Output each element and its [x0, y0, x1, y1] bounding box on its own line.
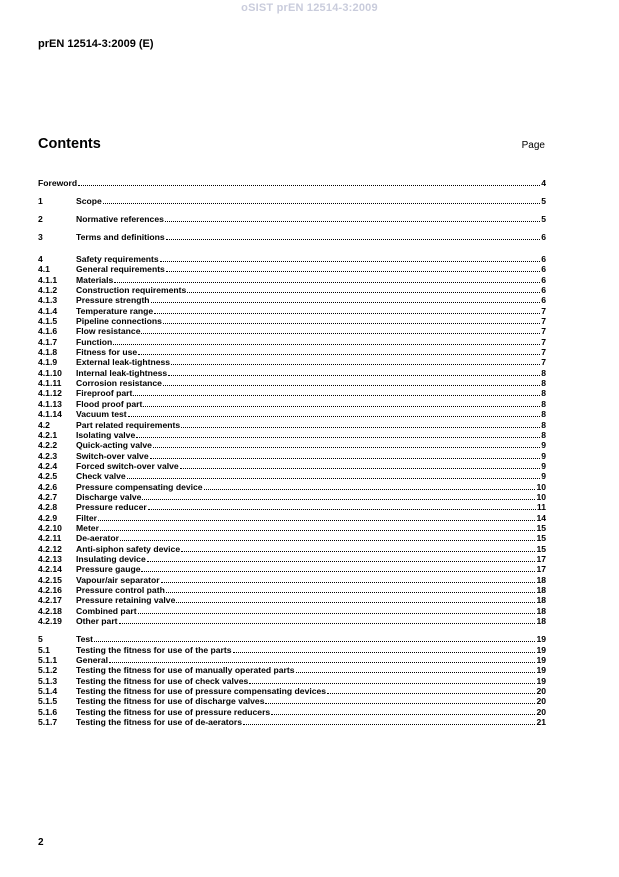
toc-entry-number: 4.2.1 — [38, 429, 58, 440]
toc-entry[interactable] — [38, 564, 546, 574]
toc-entry-title: Vapour/air separator — [76, 574, 160, 585]
toc-entry-number: 5.1.5 — [38, 696, 58, 707]
toc-entry-page: 14 — [536, 512, 546, 523]
toc-leader-dots — [119, 616, 536, 624]
toc-entry-page: 9 — [541, 440, 546, 451]
toc-entry-title: Pressure strength — [76, 295, 150, 306]
toc-entry-page: 6 — [541, 232, 546, 242]
toc-entry-page: 4 — [541, 178, 546, 188]
toc-entry-page: 8 — [541, 388, 546, 399]
toc-entry[interactable] — [38, 676, 546, 686]
toc-entry-title: Pressure retaining valve — [76, 595, 176, 606]
toc-leader-dots — [165, 214, 540, 222]
toc-entry-title: Pressure gauge — [76, 564, 141, 575]
toc-entry[interactable] — [38, 544, 546, 554]
toc-leader-dots — [142, 492, 535, 500]
toc-leader-dots — [176, 595, 535, 603]
toc-leader-dots — [163, 378, 540, 386]
toc-entry-number: 4.1.14 — [38, 409, 62, 420]
toc-entry[interactable] — [38, 707, 546, 717]
toc-entry-number: 1 — [38, 196, 43, 206]
toc-entry[interactable] — [38, 585, 546, 595]
toc-entry-number: 5.1.3 — [38, 675, 58, 686]
toc-entry-number: 4.2.19 — [38, 616, 62, 627]
toc-entry[interactable] — [38, 326, 546, 336]
toc-leader-dots — [160, 254, 541, 262]
toc-entry-title: External leak-tightness — [76, 357, 171, 368]
toc-entry-page: 5 — [541, 196, 546, 206]
toc-entry-title: Testing the fitness for use of the parts — [76, 644, 232, 655]
toc-leader-dots — [153, 440, 540, 448]
toc-leader-dots — [150, 451, 541, 459]
toc-entry-page: 20 — [536, 706, 546, 717]
toc-entry-page: 7 — [541, 357, 546, 368]
toc-entry-page: 9 — [541, 450, 546, 461]
toc-leader-dots — [166, 232, 541, 240]
toc-leader-dots — [109, 655, 535, 663]
toc-entry-number: 4.2.3 — [38, 450, 58, 461]
toc-entry-number: 4.2.2 — [38, 440, 58, 451]
toc-leader-dots — [296, 665, 536, 673]
toc-entry-number: 4.2.12 — [38, 543, 62, 554]
toc-entry[interactable] — [38, 378, 546, 388]
toc-entry-number: 4.2.15 — [38, 574, 62, 585]
toc-entry-page: 5 — [541, 214, 546, 224]
toc-leader-dots — [147, 554, 536, 562]
toc-entry-page: 8 — [541, 429, 546, 440]
toc-entry-number: 5.1 — [38, 644, 50, 655]
toc-entry[interactable] — [38, 275, 546, 285]
toc-entry-page: 10 — [536, 481, 546, 492]
toc-entry-page: 15 — [536, 522, 546, 533]
toc-entry-title: Vacuum test — [76, 409, 127, 420]
toc-entry-number: 4.2.6 — [38, 481, 58, 492]
toc-entry-page: 19 — [536, 655, 546, 666]
toc-entry-number: 5.1.1 — [38, 655, 58, 666]
toc-entry-number: 5.1.7 — [38, 717, 58, 728]
toc-entry-page: 19 — [536, 665, 546, 676]
toc-entry-number: 4.2.9 — [38, 512, 58, 523]
toc-entry-page: 15 — [536, 533, 546, 544]
toc-entry[interactable] — [38, 554, 546, 564]
toc-entry-number: 4.1.5 — [38, 316, 58, 327]
toc-entry-page: 8 — [541, 419, 546, 430]
toc-entry-title: Isolating valve — [76, 429, 136, 440]
toc-entry-number: 4.1 — [38, 264, 50, 275]
toc-entry[interactable] — [38, 655, 546, 665]
toc-entry-page: 6 — [541, 285, 546, 296]
toc-entry-number: 5.1.2 — [38, 665, 58, 676]
toc-entry-title: Quick-acting valve — [76, 440, 152, 451]
toc-leader-dots — [249, 676, 535, 684]
toc-entry-number: 4.1.3 — [38, 295, 58, 306]
toc-entry-title: Flow resistance — [76, 326, 141, 337]
toc-entry-page: 9 — [541, 460, 546, 471]
toc-entry-title: Testing the fitness for use of check valves — [76, 675, 249, 686]
toc-entry-page: 7 — [541, 316, 546, 327]
toc-entry[interactable] — [38, 357, 546, 367]
toc-entry-page: 8 — [541, 367, 546, 378]
toc-entry-title: Fitness for use — [76, 347, 138, 358]
toc-entry-page: 7 — [541, 326, 546, 337]
toc-entry[interactable] — [38, 513, 546, 523]
toc-entry-number: 4.1.12 — [38, 388, 62, 399]
toc-entry-title: Pressure reducer — [76, 502, 147, 513]
toc-leader-dots — [233, 645, 536, 653]
toc-leader-dots — [166, 264, 540, 272]
toc-leader-dots — [136, 430, 540, 438]
toc-entry-number: 4.2.11 — [38, 533, 62, 544]
toc-entry[interactable] — [38, 606, 546, 616]
toc-entry-number: 4.1.6 — [38, 326, 58, 337]
toc-entry-page: 6 — [541, 264, 546, 275]
toc-leader-dots — [113, 337, 540, 345]
toc-entry-page: 20 — [536, 686, 546, 697]
toc-entry-number: 4.2.8 — [38, 502, 58, 513]
toc-entry[interactable] — [38, 482, 546, 492]
toc-leader-dots — [187, 285, 540, 293]
toc-entry[interactable] — [38, 228, 546, 246]
toc-entry-title: Meter — [76, 522, 99, 533]
toc-entry[interactable] — [38, 285, 546, 295]
toc-entry-title: Testing the fitness for use of discharge valves — [76, 696, 265, 707]
toc-entry[interactable] — [38, 399, 546, 409]
toc-entry-title: General — [76, 655, 109, 666]
toc-entry-page: 6 — [541, 254, 546, 264]
toc-entry[interactable] — [38, 174, 546, 192]
toc-leader-dots — [133, 388, 540, 396]
toc-entry-number: 4.1.11 — [38, 378, 62, 389]
toc-entry[interactable] — [38, 368, 546, 378]
toc-entry[interactable] — [38, 471, 546, 481]
toc-entry-page: 18 — [536, 616, 546, 627]
toc-entry-page: 19 — [536, 634, 546, 645]
toc-leader-dots — [327, 686, 535, 694]
toc-leader-dots — [94, 634, 535, 642]
toc-entry-number: 4.1.9 — [38, 357, 58, 368]
toc-entry-page: 21 — [536, 717, 546, 728]
toc-entry-page: 7 — [541, 336, 546, 347]
toc-entry-title: Testing the fitness for use of pressure compensating devices — [76, 686, 327, 697]
toc-entry[interactable] — [38, 337, 546, 347]
toc-entry-title: Other part — [76, 616, 118, 627]
toc-leader-dots — [161, 575, 536, 583]
toc-entry[interactable] — [38, 306, 546, 316]
toc-entry-number: 5 — [38, 634, 43, 645]
document-id: prEN 12514-3:2009 (E) — [38, 38, 154, 50]
toc-entry-page: 7 — [541, 347, 546, 358]
toc-entry-title: Corrosion resistance — [76, 378, 162, 389]
toc-entry[interactable] — [38, 388, 546, 398]
toc-entry[interactable] — [38, 523, 546, 533]
toc-leader-dots — [143, 399, 540, 407]
toc-entry[interactable] — [38, 254, 546, 264]
toc-entry-title: Filter — [76, 512, 98, 523]
toc-entry-page: 7 — [541, 305, 546, 316]
toc-entry-title: Terms and definitions — [76, 232, 165, 242]
toc-entry-page: 9 — [541, 471, 546, 482]
toc-leader-dots — [120, 533, 535, 541]
toc-entry[interactable] — [38, 409, 546, 419]
toc-leader-dots — [166, 585, 536, 593]
toc-entry[interactable] — [38, 295, 546, 305]
toc-entry-title: Forced switch-over valve — [76, 460, 179, 471]
toc-entry[interactable] — [38, 502, 546, 512]
toc-entry-number: 4.1.13 — [38, 398, 62, 409]
toc-entry[interactable] — [38, 451, 546, 461]
toc-entry-title: Anti-siphon safety device — [76, 543, 181, 554]
toc-entry-title: Testing the fitness for use of manually operated parts — [76, 665, 295, 676]
toc-entry-number: 2 — [38, 214, 43, 224]
toc-leader-dots — [138, 606, 536, 614]
toc-entry-number: 4.2.10 — [38, 522, 62, 533]
toc-entry-title: Temperature range — [76, 305, 154, 316]
toc-entry-page: 19 — [536, 644, 546, 655]
toc-entry-page: 11 — [536, 502, 546, 513]
toc-leader-dots — [141, 326, 540, 334]
toc-leader-dots — [163, 316, 540, 324]
toc-leader-dots — [151, 295, 541, 303]
toc-entry-page: 15 — [536, 543, 546, 554]
toc-leader-dots — [243, 717, 535, 725]
toc-entry-number: 4.2.5 — [38, 471, 58, 482]
toc-entry-title: Pressure control path — [76, 585, 165, 595]
toc-leader-dots — [78, 178, 540, 186]
toc-entry-number: 4.2.16 — [38, 585, 62, 595]
toc-entry-number: 4.2.17 — [38, 595, 62, 606]
toc-entry-title: De-aerator — [76, 533, 119, 544]
toc-entry-page: 18 — [536, 574, 546, 585]
toc-entry[interactable] — [38, 665, 546, 675]
toc-entry[interactable] — [38, 717, 546, 727]
toc-leader-dots — [138, 347, 540, 355]
toc-entry[interactable] — [38, 440, 546, 450]
toc-entry-title: Pipeline connections — [76, 316, 162, 327]
table-of-contents — [38, 174, 546, 727]
toc-entry[interactable] — [38, 210, 546, 228]
toc-entry-title: Check valve — [76, 471, 126, 482]
page-column-label: Page — [521, 140, 545, 151]
toc-entry-page: 18 — [536, 585, 546, 595]
toc-leader-dots — [114, 275, 540, 283]
toc-entry-number: 4 — [38, 254, 43, 264]
toc-entry-title: Pressure compensating device — [76, 481, 203, 492]
toc-entry[interactable] — [38, 492, 546, 502]
toc-entry-title: Discharge valve — [76, 491, 142, 502]
toc-entry-number: 4.1.4 — [38, 305, 58, 316]
toc-entry-title: Flood proof part — [76, 398, 143, 409]
toc-entry[interactable] — [38, 192, 546, 210]
toc-entry-page: 17 — [536, 553, 546, 564]
toc-entry-page: 8 — [541, 378, 546, 389]
toc-leader-dots — [181, 420, 540, 428]
toc-leader-dots — [171, 357, 540, 365]
toc-entry-title: Safety requirements — [76, 254, 159, 264]
toc-leader-dots — [271, 707, 535, 715]
toc-entry[interactable] — [38, 533, 546, 543]
toc-entry-title: Combined part — [76, 605, 137, 616]
toc-entry-number: 4.1.10 — [38, 367, 62, 378]
toc-entry-page: 6 — [541, 295, 546, 306]
toc-entry-title: Construction requirements — [76, 285, 187, 296]
toc-entry-number: 4.1.2 — [38, 285, 58, 296]
toc-leader-dots — [204, 482, 536, 490]
toc-entry-page: 10 — [536, 491, 546, 502]
toc-entry[interactable] — [38, 616, 546, 626]
toc-entry-title: Insulating device — [76, 553, 146, 564]
toc-entry-number: 5.1.6 — [38, 706, 58, 717]
toc-entry-title: Internal leak-tightness — [76, 367, 168, 378]
toc-entry-number: 4.1.7 — [38, 336, 58, 347]
toc-entry-title: Switch-over valve — [76, 450, 149, 461]
toc-leader-dots — [128, 409, 541, 417]
toc-entry-number: 4.2.14 — [38, 564, 62, 575]
toc-leader-dots — [98, 513, 535, 521]
toc-leader-dots — [148, 502, 536, 510]
toc-entry[interactable] — [38, 264, 546, 274]
toc-entry-number: 4.2.13 — [38, 553, 62, 564]
toc-entry-title: Foreword — [38, 178, 78, 188]
toc-leader-dots — [127, 471, 541, 479]
toc-entry[interactable] — [38, 696, 546, 706]
toc-entry-title: Fireproof part — [76, 388, 133, 399]
toc-leader-dots — [168, 368, 540, 376]
toc-entry-title: Scope — [76, 196, 102, 206]
page-number: 2 — [38, 837, 44, 848]
toc-entry-page: 20 — [536, 696, 546, 707]
toc-leader-dots — [180, 461, 541, 469]
toc-entry-page: 6 — [541, 274, 546, 285]
toc-entry-title: Testing the fitness for use of pressure reducers — [76, 706, 271, 717]
toc-entry-title: Materials — [76, 274, 114, 285]
toc-entry-title: Testing the fitness for use of de-aerators — [76, 717, 243, 728]
toc-entry[interactable] — [38, 420, 546, 430]
toc-leader-dots — [265, 696, 535, 704]
toc-entry[interactable] — [38, 347, 546, 357]
toc-entry[interactable] — [38, 430, 546, 440]
toc-entry-number: 5.1.4 — [38, 686, 58, 697]
toc-entry-number: 4.1.8 — [38, 347, 58, 358]
toc-entry-title: Normative references — [76, 214, 164, 224]
toc-leader-dots — [100, 523, 536, 531]
contents-heading: Contents — [38, 136, 101, 152]
toc-leader-dots — [181, 544, 535, 552]
toc-entry-number: 4.2.7 — [38, 491, 58, 502]
toc-entry-title: Test — [76, 634, 94, 645]
toc-entry[interactable] — [38, 634, 546, 644]
toc-leader-dots — [154, 306, 540, 314]
toc-entry-number: 4.2.18 — [38, 605, 62, 616]
toc-leader-dots — [103, 196, 540, 204]
toc-entry-number: 4.1.1 — [38, 274, 58, 285]
toc-entry-title: Part related requirements — [76, 419, 181, 430]
toc-entry[interactable] — [38, 316, 546, 326]
toc-entry-page: 18 — [536, 605, 546, 616]
toc-leader-dots — [141, 564, 535, 572]
toc-entry[interactable] — [38, 686, 546, 696]
toc-entry-title: General requirements — [76, 264, 165, 275]
toc-entry-number: 4.2.4 — [38, 460, 58, 471]
toc-entry-page: 8 — [541, 398, 546, 409]
toc-entry-page: 8 — [541, 409, 546, 420]
toc-entry-number: 3 — [38, 232, 43, 242]
toc-entry-page: 18 — [536, 595, 546, 606]
toc-entry-title: Function — [76, 336, 113, 347]
toc-entry[interactable] — [38, 595, 546, 605]
watermark: oSIST prEN 12514-3:2009 — [241, 2, 378, 14]
toc-entry-page: 17 — [536, 564, 546, 575]
toc-entry-page: 19 — [536, 675, 546, 686]
toc-entry[interactable] — [38, 461, 546, 471]
toc-entry[interactable] — [38, 575, 546, 585]
toc-entry[interactable] — [38, 645, 546, 655]
toc-entry-number: 4.2 — [38, 419, 50, 430]
